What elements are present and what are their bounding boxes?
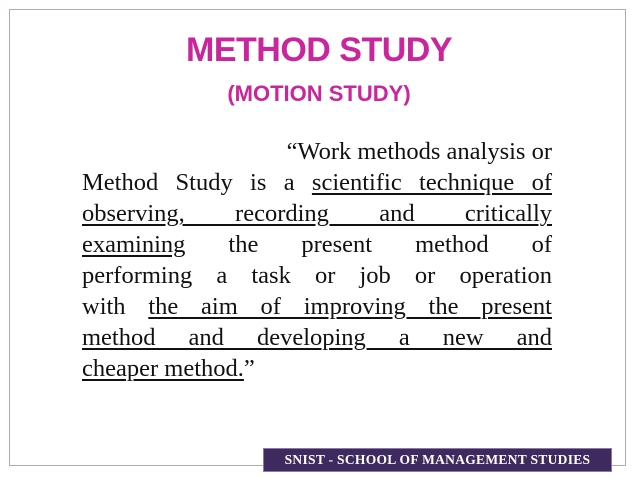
quote-text: performing a task or job or operation <box>82 262 552 289</box>
quote-text: with <box>82 293 149 320</box>
definition-quote <box>82 136 552 384</box>
quote-line <box>82 322 552 353</box>
underlined-phrase: the aim of improving the present <box>148 293 552 320</box>
quote-line <box>82 291 552 322</box>
quote-text: Method Study is a <box>82 169 312 196</box>
slide-subtitle: (MOTION STUDY) <box>227 81 411 106</box>
slide-title: METHOD STUDY <box>186 31 452 69</box>
underlined-phrase: examining <box>82 231 186 258</box>
underlined-phrase: scientific technique of <box>311 169 552 196</box>
footer-label: SNIST - SCHOOL OF MANAGEMENT STUDIES <box>284 452 591 467</box>
quote-line <box>82 229 552 260</box>
quote-text: “Work methods analysis or <box>286 138 552 165</box>
underlined-phrase: method and developing a new and <box>82 324 552 351</box>
underlined-phrase: cheaper method. <box>82 355 244 382</box>
quote-text: the present method of <box>185 231 552 258</box>
quote-line <box>82 198 552 229</box>
quote-line <box>82 167 552 198</box>
quote-line <box>82 353 552 384</box>
underlined-phrase: observing, recording and critically <box>82 200 552 227</box>
quote-line <box>82 136 552 167</box>
footer-banner <box>263 448 612 472</box>
quote-line <box>82 260 552 291</box>
quote-text: ” <box>243 355 255 382</box>
